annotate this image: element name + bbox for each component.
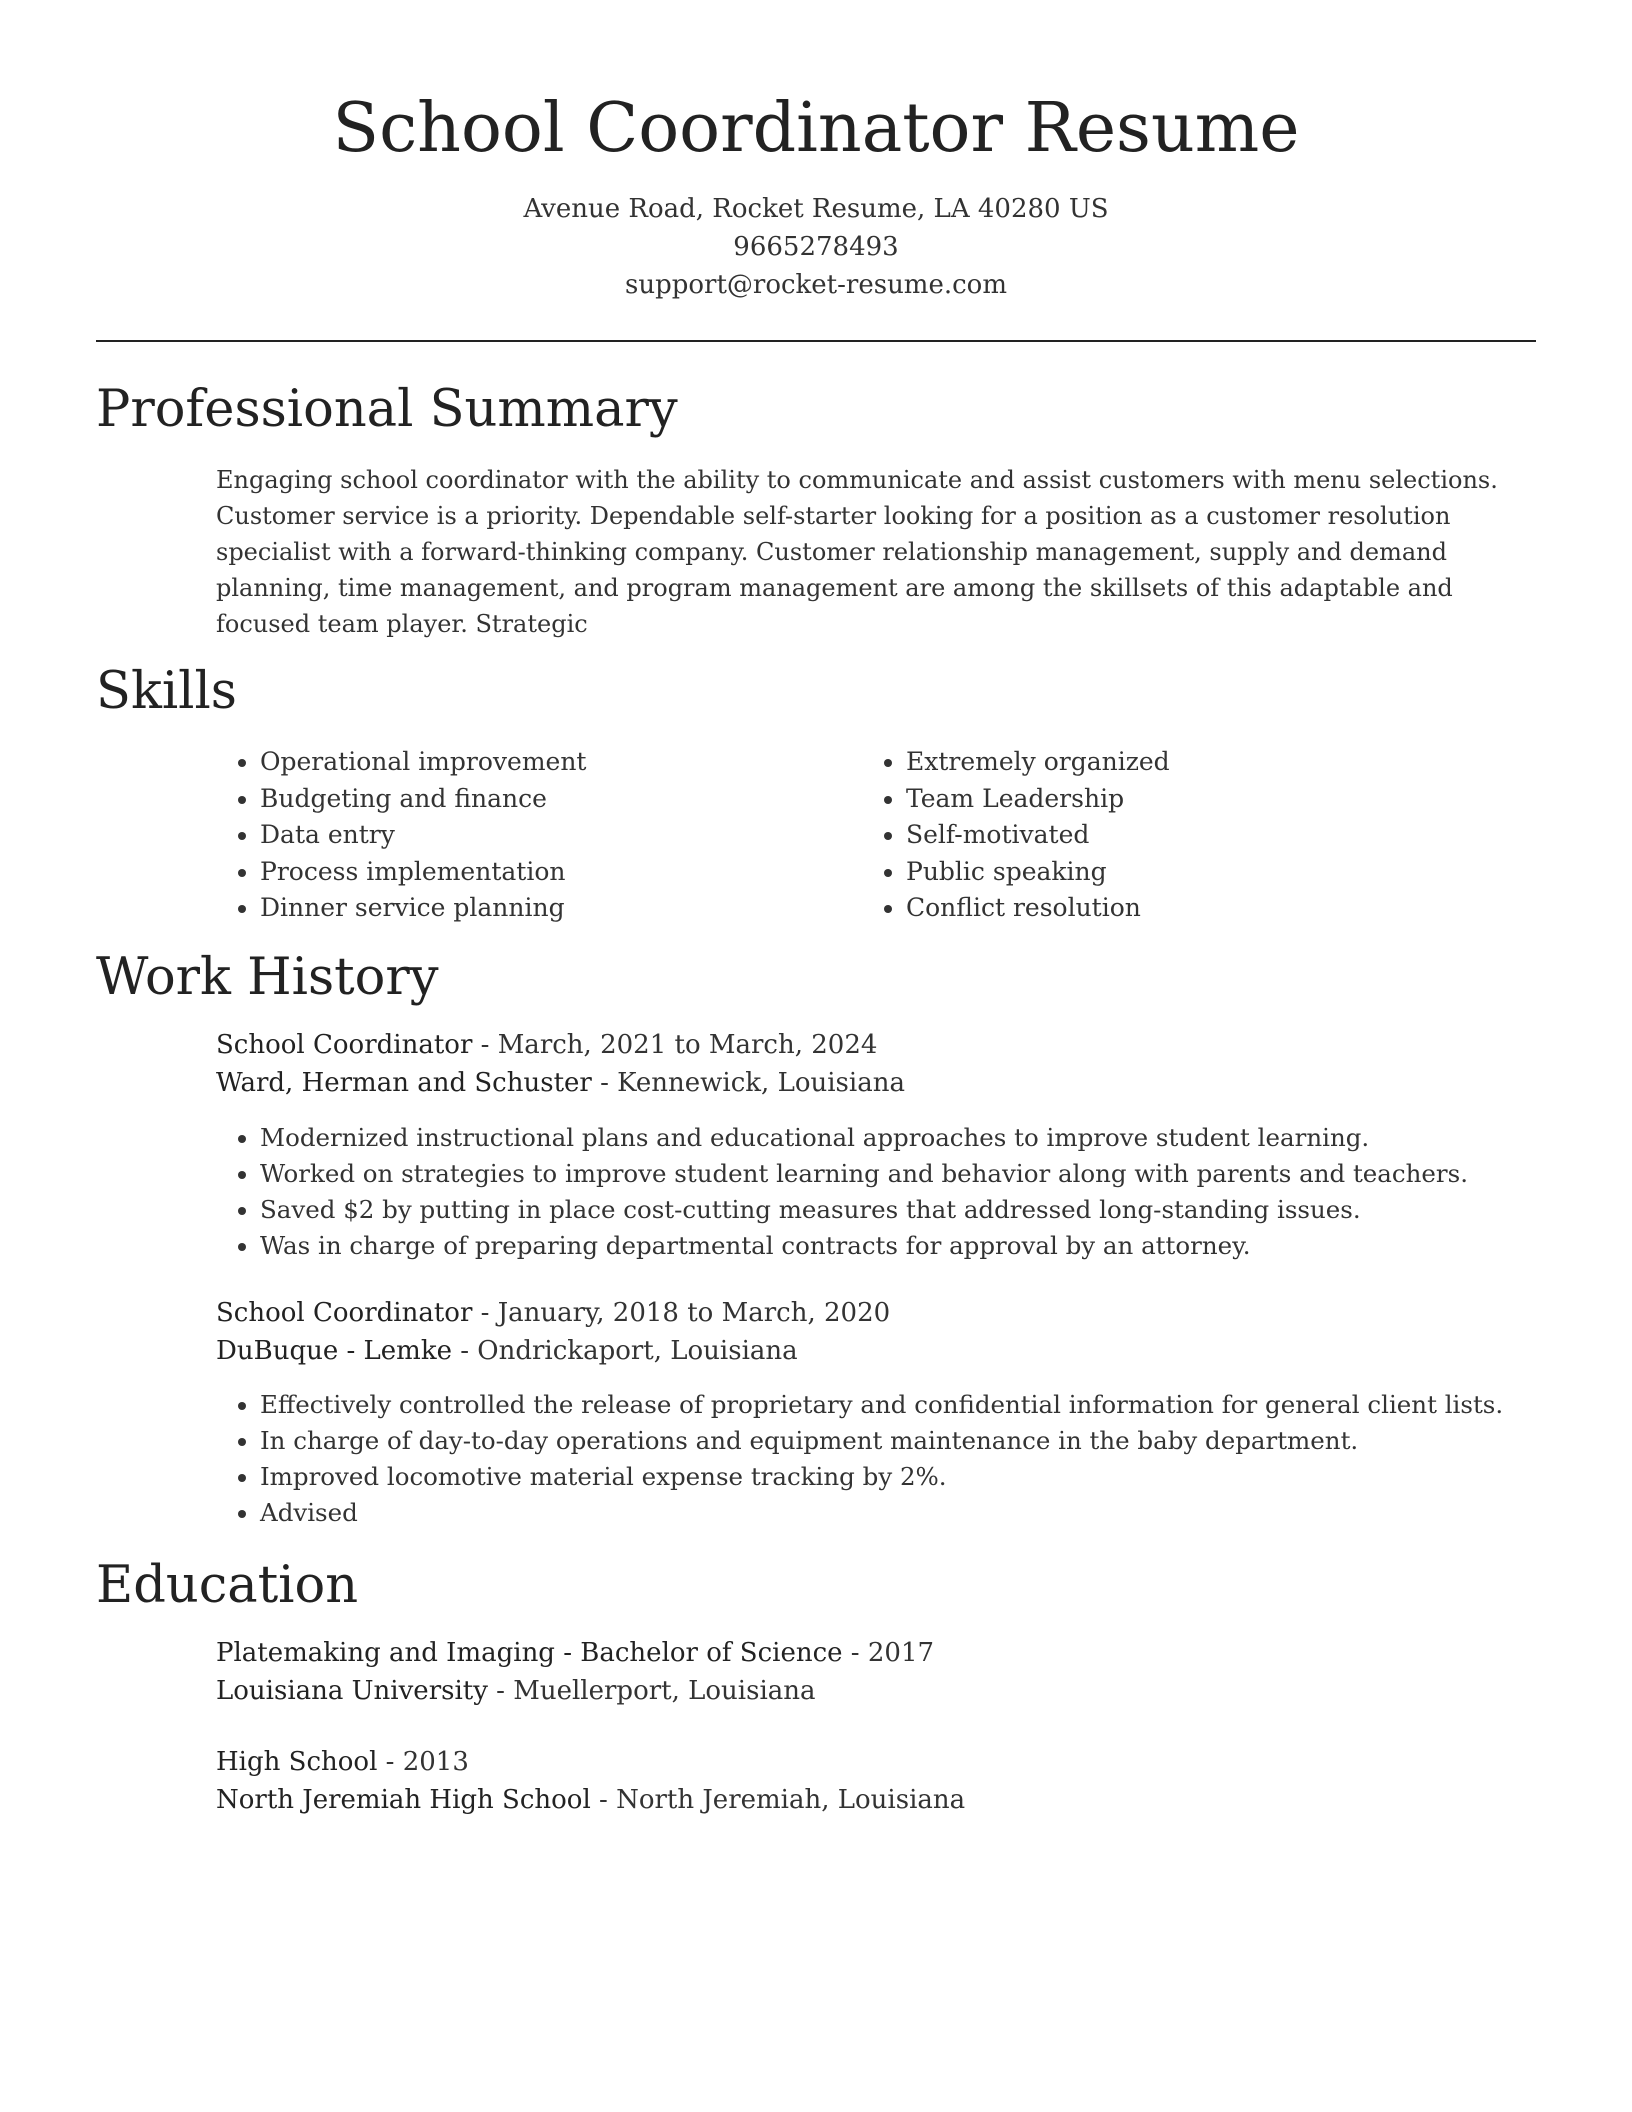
job-company: DuBuque - Lemke	[216, 1336, 452, 1366]
education-degree: Platemaking and Imaging - Bachelor of Science	[216, 1638, 843, 1668]
education-year: - 2013	[377, 1747, 469, 1777]
education-school: Louisiana University	[216, 1676, 488, 1706]
skill-item: • Budgeting and finance	[260, 781, 586, 818]
contact-email: support@rocket-resume.com	[624, 270, 1007, 300]
education-school-line	[216, 1672, 816, 1710]
contact-address: Avenue Road, Rocket Resume, LA 40280 US	[523, 194, 1109, 224]
education-location: - North Jeremiah, Louisiana	[590, 1785, 966, 1815]
job-company: Ward, Herman and Schuster	[216, 1068, 592, 1098]
job-bullet: • Modernized instructional plans and educational approaches to improve student learning.	[260, 1120, 1468, 1156]
job-bullet: • Improved locomotive material expense tracking by 2%.	[260, 1459, 1503, 1495]
education-location: - Muellerport, Louisiana	[487, 1676, 816, 1706]
education-heading: Education	[96, 1556, 359, 1615]
job-dates: - January, 2018 to March, 2020	[472, 1298, 891, 1328]
education-degree: High School	[216, 1747, 378, 1777]
skill-item: • Extremely organized	[906, 744, 1170, 781]
job-title-line	[216, 1294, 890, 1332]
skill-item: • Operational improvement	[260, 744, 586, 781]
job-bullet: • Effectively controlled the release of proprietary and confidential information for general client lists.	[260, 1387, 1503, 1423]
skill-item: • Process implementation	[260, 854, 586, 891]
education-school-line	[216, 1781, 965, 1819]
page-title: School Coordinator Resume	[332, 89, 1300, 168]
education-school: North Jeremiah High School	[216, 1785, 591, 1815]
skills-list-left	[216, 744, 586, 927]
skill-item: • Data entry	[260, 817, 586, 854]
job-title: School Coordinator	[216, 1298, 473, 1328]
skills-heading: Skills	[96, 662, 237, 721]
summary-heading: Professional Summary	[96, 380, 678, 439]
work-history-heading: Work History	[96, 948, 439, 1007]
summary-text: Engaging school coordinator with the ability to communicate and assist customers with menu selections. Customer service is a priority. Dependable self-starter looking for a position as a customer resolution specialist with a forward-thinking company. Customer relationship management, supply and demand planning, time management, and program management are among the skillsets of this adaptable and focused team player. Strategic	[216, 466, 1498, 638]
job-location: - Kennewick, Louisiana	[591, 1068, 905, 1098]
job-bullet: • Saved $2 by putting in place cost-cutting measures that addressed long-standing issues.	[260, 1192, 1468, 1228]
education-year: - 2017	[842, 1638, 935, 1668]
job-title-line	[216, 1026, 877, 1064]
skill-item: • Dinner service planning	[260, 890, 586, 927]
job-company-line	[216, 1332, 798, 1370]
job-bullet: • Worked on strategies to improve student learning and behavior along with parents and teachers.	[260, 1156, 1468, 1192]
education-degree-line	[216, 1743, 469, 1781]
job-bullet: • Was in charge of preparing departmental contracts for approval by an attorney.	[260, 1228, 1468, 1264]
contact-phone: 9665278493	[733, 232, 899, 262]
resume-header	[96, 84, 1536, 304]
skills-list-right	[862, 744, 1170, 927]
job-bullet: • In charge of day-to-day operations and equipment maintenance in the baby department.	[260, 1423, 1503, 1459]
job-bullets	[216, 1387, 1503, 1531]
job-company-line	[216, 1064, 905, 1102]
job-dates: - March, 2021 to March, 2024	[472, 1030, 878, 1060]
education-degree-line	[216, 1634, 934, 1672]
job-title: School Coordinator	[216, 1030, 473, 1060]
skill-item: • Conflict resolution	[906, 890, 1170, 927]
skill-item: • Public speaking	[906, 854, 1170, 891]
job-bullet: • Advised	[260, 1495, 1503, 1531]
job-location: - Ondrickaport, Louisiana	[451, 1336, 798, 1366]
job-bullets	[216, 1120, 1468, 1264]
skill-item: • Team Leadership	[906, 781, 1170, 818]
header-divider	[96, 340, 1536, 342]
skill-item: • Self-motivated	[906, 817, 1170, 854]
